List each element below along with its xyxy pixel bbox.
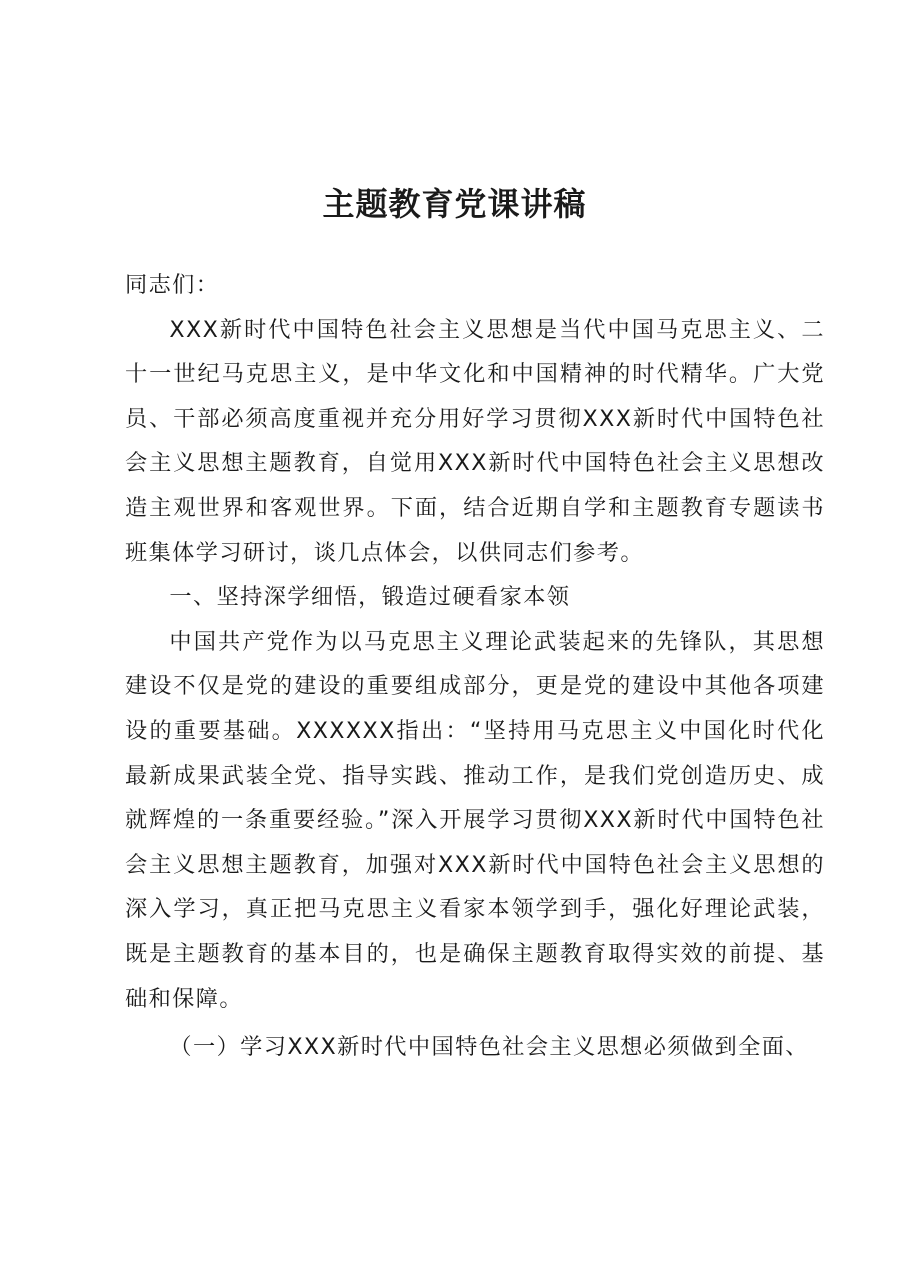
- paragraph-section-1: 中国共产党作为以马克思主义理论武装起来的先锋队，其思想建设不仅是党的建设的重要组成部分，更是党的建设中其他各项建设的重要基础。XXXXXX指出：“坚持用马克思主义中国化时代化最新成果武装全党、指导实践、推动工作，是我们党创造历史、成就辉煌的一条重要经验。”深入开展学习贯彻XXX新时代中国特色社会主义思想主题教育，加强对XXX新时代中国特色社会主义思想的深入学习，真正把马克思主义看家本领学到手，强化好理论武装，既是主题教育的基本目的，也是确保主题教育取得实效的前提、基础和保障。: [125, 628, 825, 1012]
- subsection-heading-1: （一）学习XXX新时代中国特色社会主义思想必须做到全面、: [169, 1034, 809, 1061]
- paragraph-intro: XXX新时代中国特色社会主义思想是当代中国马克思主义、二十一世纪马克思主义，是中华文化和中国精神的时代精华。广大党员、干部必须高度重视并充分用好学习贯彻XXX新时代中国特色社会主义思想主题教育，自觉用XXX新时代中国特色社会主义思想改造主观世界和客观世界。下面，结合近期自学和主题教育专题读书班集体学习研讨，谈几点体会，以供同志们参考。: [125, 316, 825, 566]
- document-body: [125, 263, 825, 1070]
- salutation: 同志们：: [125, 272, 220, 298]
- section-heading-1: 一、坚持深学细悟，锻造过硬看家本领: [169, 584, 571, 611]
- document-title: 主题教育党课讲稿: [322, 185, 587, 223]
